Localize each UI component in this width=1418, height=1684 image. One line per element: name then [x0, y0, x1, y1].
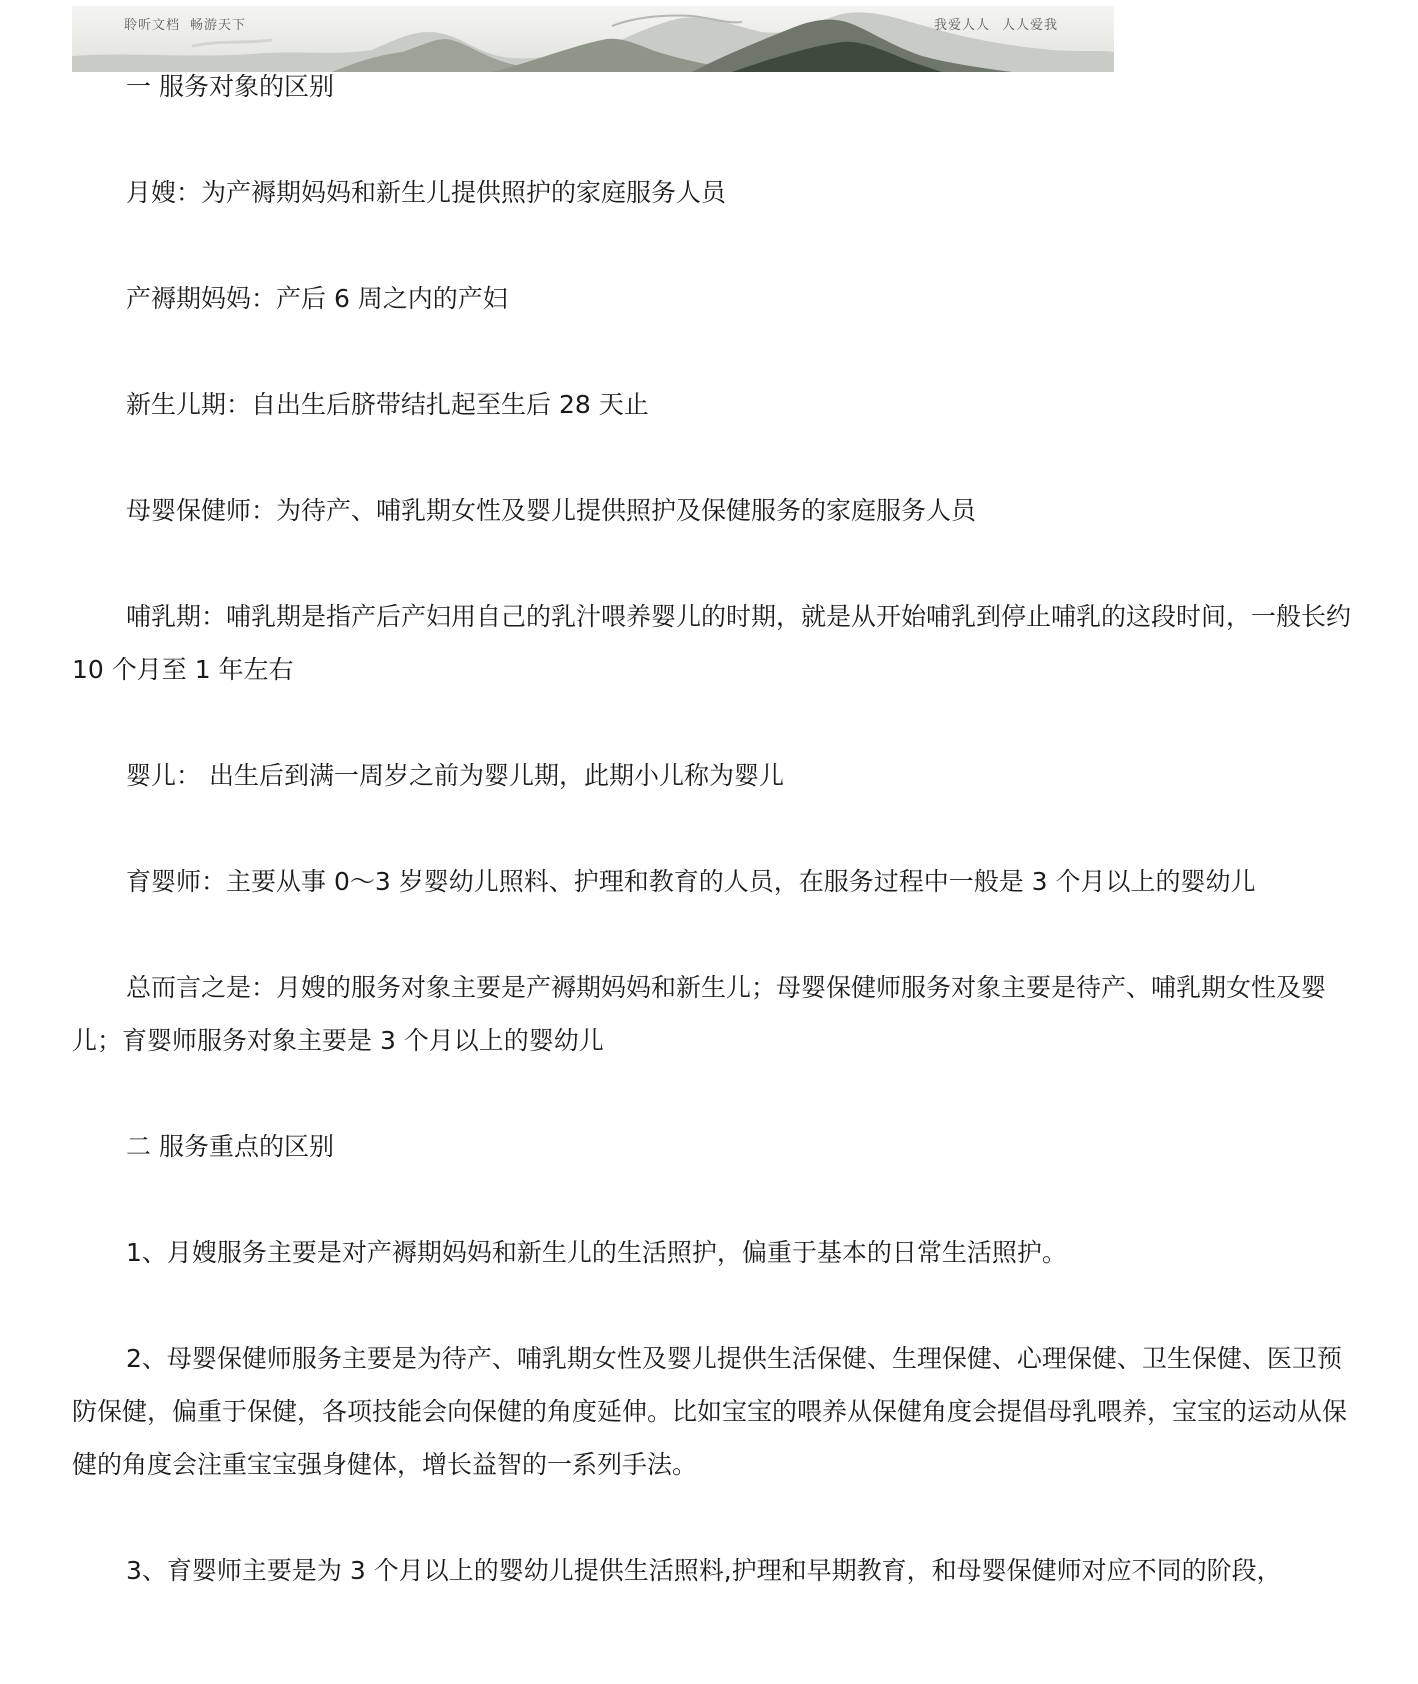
- paragraph-point-2: 2、母婴保健师服务主要是为待产、哺乳期女性及婴儿提供生活保健、生理保健、心理保健、卫生保健、医卫预防保健，偏重于保健，各项技能会向保健的角度延伸。比如宝宝的喂养从保健角度会提倡母乳喂养，宝宝的运动从保健的角度会注重宝宝强身健体，增长益智的一系列手法。: [72, 1344, 1348, 1479]
- paragraph-yuesao: 月嫂：为产褥期妈妈和新生儿提供照护的家庭服务人员: [126, 178, 727, 207]
- banner-text-left-1: 聆听文档: [124, 18, 181, 33]
- paragraph-point-1: 1、月嫂服务主要是对产褥期妈妈和新生儿的生活照护，偏重于基本的日常生活照护。: [126, 1238, 1067, 1267]
- paragraph-maternal-health-worker: 母婴保健师：为待产、哺乳期女性及婴儿提供照护及保健服务的家庭服务人员: [126, 496, 977, 525]
- paragraph-puerperal-mother: 产褥期妈妈：产后 6 周之内的产妇: [126, 284, 508, 313]
- banner-text-right-1: 我爱人人: [934, 18, 991, 33]
- paragraph-neonatal-period: 新生儿期：自出生后脐带结扎起至生后 28 天止: [126, 390, 649, 419]
- paragraph-nursery-teacher: 育婴师：主要从事 0～3 岁婴幼儿照料、护理和教育的人员，在服务过程中一般是 3 个月以上的婴幼儿: [126, 867, 1256, 896]
- paragraph-point-3: 3、育婴师主要是为 3 个月以上的婴幼儿提供生活照料,护理和早期教育，和母婴保健师对应不同的阶段，: [126, 1556, 1282, 1585]
- section-heading-1: 一 服务对象的区别: [126, 72, 334, 101]
- banner-text-right-2: 人人爱我: [1002, 18, 1059, 33]
- paragraph-summary: 总而言之是：月嫂的服务对象主要是产褥期妈妈和新生儿；母婴保健师服务对象主要是待产、哺乳期女性及婴儿；育婴师服务对象主要是 3 个月以上的婴幼儿: [72, 973, 1327, 1055]
- section-heading-2: 二 服务重点的区别: [126, 1132, 334, 1161]
- paragraph-infant: 婴儿： 出生后到满一周岁之前为婴儿期，此期小儿称为婴儿: [126, 761, 784, 790]
- banner-text-left-2: 畅游天下: [190, 18, 247, 33]
- paragraph-lactation-period: 哺乳期：哺乳期是指产后产妇用自己的乳汁喂养婴儿的时期，就是从开始哺乳到停止哺乳的这段时间，一般长约 10 个月至 1 年左右: [72, 602, 1352, 684]
